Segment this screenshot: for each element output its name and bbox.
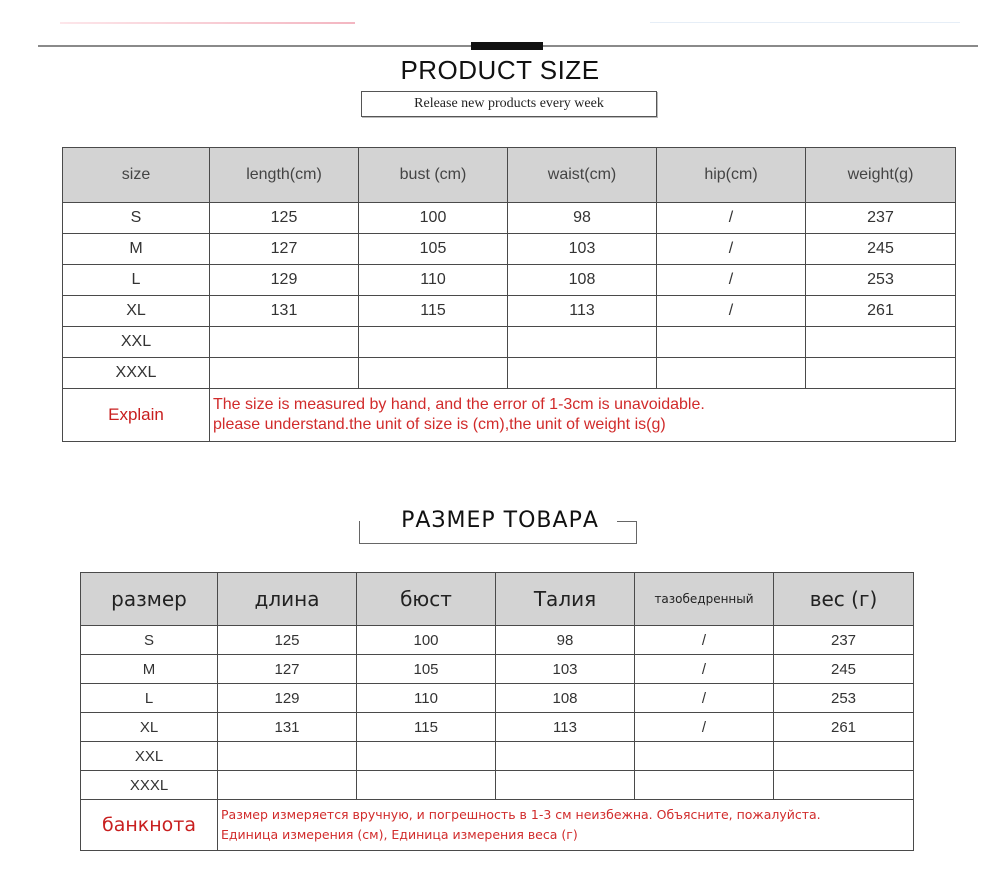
table-cell: / — [657, 296, 806, 327]
table-cell — [657, 327, 806, 358]
page-title-english: PRODUCT SIZE — [400, 55, 600, 85]
table-cell: 115 — [357, 713, 496, 742]
table-cell: / — [635, 626, 774, 655]
table-cell: 131 — [218, 713, 357, 742]
table-cell: / — [635, 713, 774, 742]
table-cell: 103 — [508, 234, 657, 265]
explain-row — [63, 389, 956, 442]
explain-text — [210, 389, 956, 442]
table-row — [81, 771, 914, 800]
table-cell: L — [81, 684, 218, 713]
table-cell: XXL — [63, 327, 210, 358]
table-row — [63, 358, 956, 389]
table-row — [63, 265, 956, 296]
table-cell — [218, 771, 357, 800]
table-cell: 98 — [508, 203, 657, 234]
table-row — [81, 684, 914, 713]
explain-text — [218, 800, 914, 851]
header-hip: тазобедренный — [635, 573, 774, 626]
table-row — [81, 742, 914, 771]
table-cell — [774, 771, 914, 800]
table-header-row — [81, 573, 914, 626]
top-accent-line — [60, 22, 355, 24]
header-bust: бюст — [357, 573, 496, 626]
table-cell: 253 — [774, 684, 914, 713]
explain-line: Размер измеряется вручную, и погрешность в 1-3 см неизбежна. Объясните, пожалуйста. — [221, 807, 821, 822]
table-cell — [806, 327, 956, 358]
table-cell: 125 — [210, 203, 359, 234]
table-cell: XXXL — [63, 358, 210, 389]
table-cell: 113 — [496, 713, 635, 742]
table-cell: 261 — [806, 296, 956, 327]
table-cell: / — [657, 265, 806, 296]
top-dash-marker — [471, 42, 543, 50]
header-length: length(cm) — [210, 148, 359, 203]
table-row — [81, 713, 914, 742]
table-cell — [357, 771, 496, 800]
table-cell: M — [63, 234, 210, 265]
table-row — [63, 296, 956, 327]
table-cell — [218, 742, 357, 771]
table-cell — [806, 358, 956, 389]
table-cell — [359, 358, 508, 389]
header-weight: вес (г) — [774, 573, 914, 626]
table-cell: 127 — [218, 655, 357, 684]
table-cell: 245 — [774, 655, 914, 684]
table-cell: 108 — [508, 265, 657, 296]
table-cell: 110 — [357, 684, 496, 713]
table-cell: / — [635, 684, 774, 713]
table-cell — [774, 742, 914, 771]
page-title-russian — [0, 508, 1000, 533]
table-cell — [210, 358, 359, 389]
table-cell — [635, 742, 774, 771]
table-cell: 110 — [359, 265, 508, 296]
table-cell — [496, 771, 635, 800]
table-cell: 125 — [218, 626, 357, 655]
explain-line: Единица измерения (см), Единица измерения веса (г) — [221, 827, 578, 842]
header-weight: weight(g) — [806, 148, 956, 203]
table-cell — [657, 358, 806, 389]
table-cell — [359, 327, 508, 358]
table-cell: 129 — [218, 684, 357, 713]
table-cell: 105 — [357, 655, 496, 684]
table-cell: 129 — [210, 265, 359, 296]
header-waist: Талия — [496, 573, 635, 626]
explain-line: The size is measured by hand, and the error of 1-3cm is unavoidable. — [213, 396, 705, 413]
table-cell — [508, 358, 657, 389]
table-cell: 115 — [359, 296, 508, 327]
table-cell: 100 — [357, 626, 496, 655]
table-cell: / — [657, 203, 806, 234]
header-length: длина — [218, 573, 357, 626]
explain-row — [81, 800, 914, 851]
table-cell: S — [63, 203, 210, 234]
subtitle-banner: Release new products every week — [361, 91, 657, 117]
table-cell: / — [657, 234, 806, 265]
table-cell: / — [635, 655, 774, 684]
table-cell: XL — [81, 713, 218, 742]
table-cell: S — [81, 626, 218, 655]
table-cell: 105 — [359, 234, 508, 265]
table-row — [63, 234, 956, 265]
explain-line: please understand.the unit of size is (cm),the unit of weight is(g) — [213, 416, 666, 433]
table-cell: 131 — [210, 296, 359, 327]
table-cell: 100 — [359, 203, 508, 234]
header-bust: bust (cm) — [359, 148, 508, 203]
header-size: размер — [81, 573, 218, 626]
table-cell — [508, 327, 657, 358]
header-size: size — [63, 148, 210, 203]
explain-label: банкнота — [81, 800, 218, 851]
table-cell — [635, 771, 774, 800]
table-cell: 127 — [210, 234, 359, 265]
top-accent-line-right — [650, 22, 960, 23]
table-cell: 237 — [806, 203, 956, 234]
table-cell: 261 — [774, 713, 914, 742]
header-waist: waist(cm) — [508, 148, 657, 203]
table-cell: XL — [63, 296, 210, 327]
table-cell — [210, 327, 359, 358]
table-cell: 108 — [496, 684, 635, 713]
table-cell: XXL — [81, 742, 218, 771]
table-cell: M — [81, 655, 218, 684]
table-cell: 98 — [496, 626, 635, 655]
table-header-row — [63, 148, 956, 203]
table-cell — [496, 742, 635, 771]
table-cell — [357, 742, 496, 771]
explain-label: Explain — [63, 389, 210, 442]
table-cell: 253 — [806, 265, 956, 296]
table-row — [81, 626, 914, 655]
table-row — [81, 655, 914, 684]
table-cell: 103 — [496, 655, 635, 684]
table-cell: 237 — [774, 626, 914, 655]
table-row — [63, 327, 956, 358]
size-table-russian — [80, 572, 914, 851]
table-cell: XXXL — [81, 771, 218, 800]
table-cell: L — [63, 265, 210, 296]
table-cell: 113 — [508, 296, 657, 327]
table-cell: 245 — [806, 234, 956, 265]
size-table-english — [62, 147, 956, 442]
header-hip: hip(cm) — [657, 148, 806, 203]
russian-title-text: РАЗМЕР ТОВАРА — [397, 508, 603, 533]
table-row — [63, 203, 956, 234]
